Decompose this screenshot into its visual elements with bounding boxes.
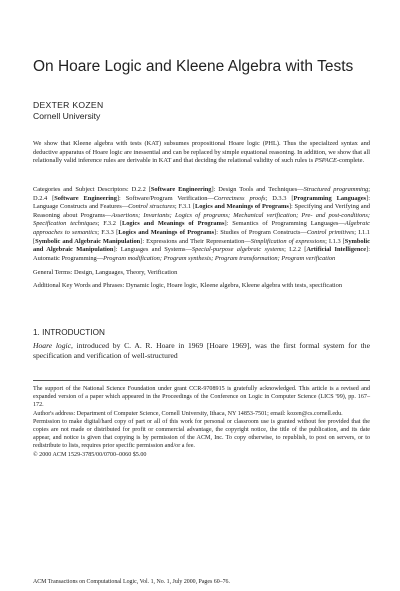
- author-name: DEXTER KOZEN: [33, 100, 104, 110]
- categories-and-subject-descriptors: Categories and Subject Descriptors: D.2.2 [Software Engineering]: Design Tools and Techniques—Structured programming; D.2.4 [Software Engineering]: Software/Program Verification—Correctness proofs; D.3.3 [Programming Languages]: Language Constructs and Features—Control structures; F.3.1 [Logics and Meanings of Programs]: Specifying and Verifying and Reasoning about Programs—Assertions; Invariants; Logics of programs; Mechanical verification; Pre- and post-conditions; Specification techniques; F.3.2 [Logics and Meanings of Programs]: Semantics of Programming Languages—Algebraic approaches to semantics; F.3.3 [Logics and Meanings of Programs]: Studies of Program Constructs—Control primitives; I.1.1 [Symbolic and Algebraic Manipulation]: Expressions and Their Representation—Simplification of expressions; I.1.3 [Symbolic and Algebraic Manipulation]: Languages and Systems—Special-purpose algebraic systems; I.2.2 [Artificial Intelligence]: Automatic Programming—Program modification; Program synthesis; Program transformation; Program verification: [33, 186, 371, 262]
- introduction-paragraph: Hoare logic, introduced by C. A. R. Hoare in 1969 [Hoare 1969], was the first formal system for the specification and verification of well-structured: [33, 341, 370, 360]
- footnote-address: Author's address: Department of Computer Science, Cornell University, Ithaca, NY 14853-7501; email: kozen@cs.cornell.edu.: [33, 410, 343, 417]
- additional-keywords: Additional Key Words and Phrases: Dynamic logic, Hoare logic, Kleene algebra, Kleene algebra with tests, specification: [33, 282, 343, 289]
- footnote-block: [33, 385, 370, 459]
- footnote-copyright: © 2000 ACM 1529-3785/00/0700–0060 $5.00: [33, 451, 147, 458]
- footnote-divider: [33, 380, 370, 381]
- footnote-funding: The support of the National Science Foundation under grant CCR-9708915 is gratefully acknowledged. This article is a revised and expanded version of a paper which appeared in the Proceedings of the Conference on Logic in Computer Science (LICS '99), pp. 167–172.: [33, 386, 370, 409]
- paper-title: On Hoare Logic and Kleene Algebra with Tests: [33, 58, 354, 75]
- journal-citation-line: ACM Transactions on Computational Logic, Vol. 1, No. 1, July 2000, Pages 60–76.: [33, 579, 230, 585]
- footnote-permission: Permission to make digital/hard copy of part or all of this work for personal or classroom use is granted without fee provided that the copies are not made or distributed for profit or commercial advantage, the copyright notice, the title of the publication, and its date appear, and notice is given that copying is by permission of the ACM, Inc. To copy otherwise, to republish, to post on servers, or to redistribute to lists, requires prior specific permission and/or a fee.: [33, 418, 370, 450]
- section-heading-introduction: 1. INTRODUCTION: [33, 328, 105, 337]
- abstract: We show that Kleene algebra with tests (KAT) subsumes propositional Hoare logic (PHL). Thus the specialized syntax and deductive apparatus of Hoare logic are inessential and can be replaced by simple equational reasoning. In addition, we show that all relationally valid inference rules are derivable in KAT and that deciding the relational validity of such rules is PSPACE-complete.: [33, 140, 370, 165]
- general-terms: General Terms: Design, Languages, Theory, Verification: [33, 269, 178, 276]
- author-affiliation: Cornell University: [33, 111, 101, 121]
